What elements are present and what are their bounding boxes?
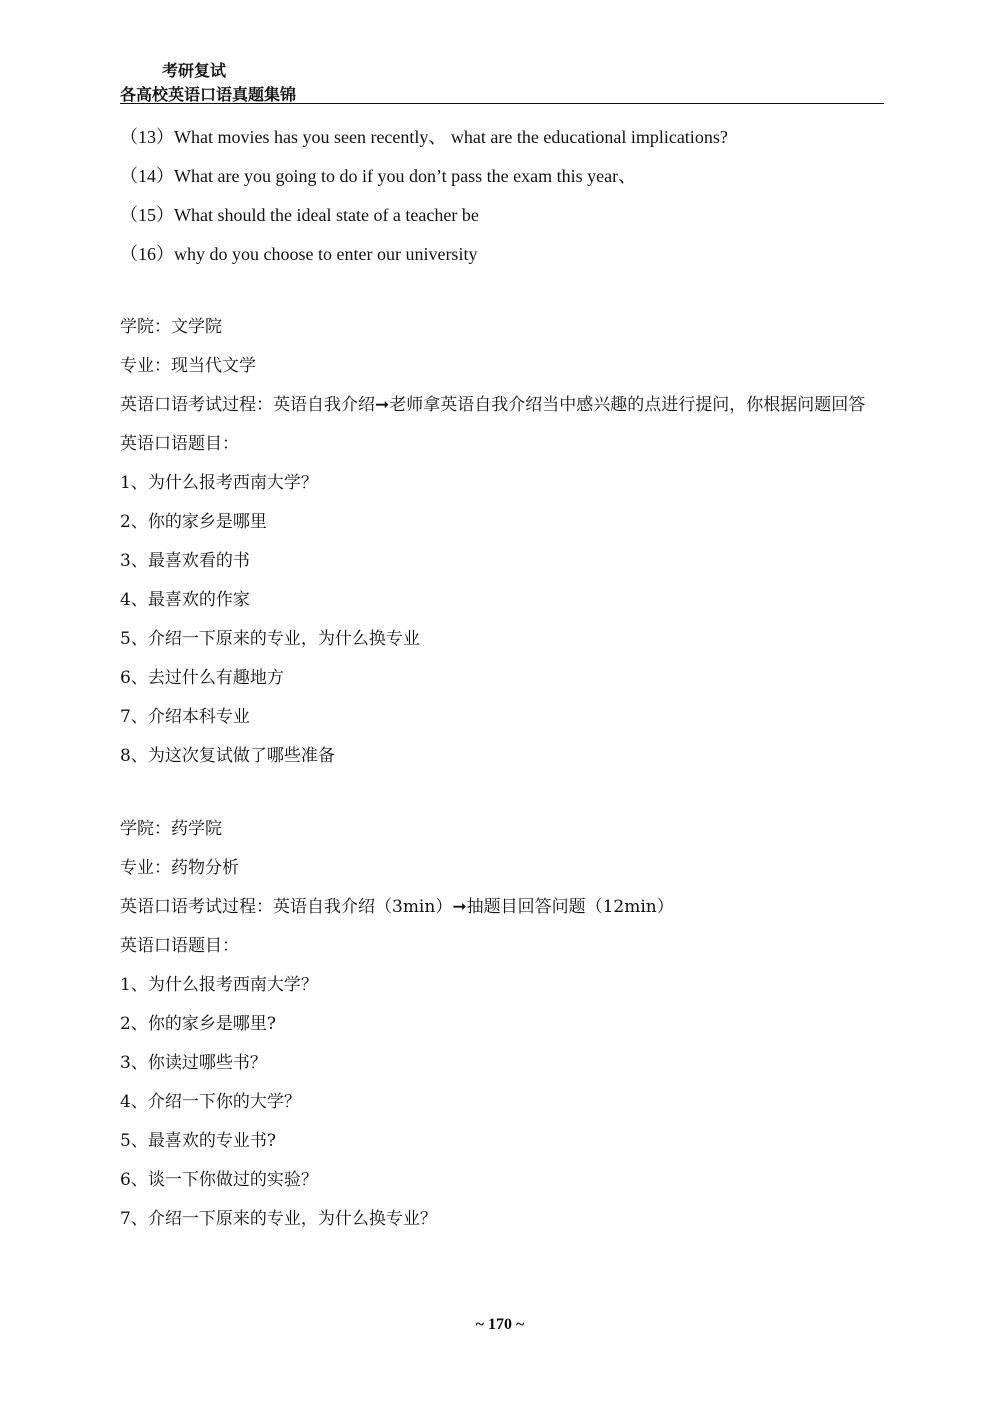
list-item: 5、介绍一下原来的专业，为什么换专业: [120, 629, 420, 649]
list-item: 7、介绍本科专业: [120, 707, 250, 727]
list-item: 1、为什么报考西南大学？: [120, 473, 318, 493]
list-item: 4、最喜欢的作家: [120, 590, 250, 610]
section1-process: 英语口语考试过程：英语自我介绍➞老师拿英语自我介绍当中感兴趣的点进行提问，你根据问题回答: [120, 395, 866, 415]
list-item: 6、去过什么有趣地方: [120, 668, 284, 688]
section1-questions-title: 英语口语题目：: [120, 434, 239, 454]
list-item: 1、为什么报考西南大学？: [120, 975, 318, 995]
section2-major: 专业：药物分析: [120, 858, 239, 878]
header-subtitle: 各高校英语口语真题集锦: [120, 85, 297, 104]
header-divider: [120, 103, 884, 104]
list-item: 3、你读过哪些书？: [120, 1053, 267, 1073]
english-question-15: （15）What should the ideal state of a teacher be: [120, 205, 479, 225]
section2-process: 英语口语考试过程：英语自我介绍（3min）➞抽题目回答问题（12min）: [120, 897, 674, 917]
list-item: 4、介绍一下你的大学？: [120, 1092, 301, 1112]
list-item: 3、最喜欢看的书: [120, 551, 250, 571]
section2-college: 学院：药学院: [120, 819, 222, 839]
page-number: ~ 170 ~: [475, 1316, 525, 1333]
english-question-13: （13）What movies has you seen recently、 what are the educational implications?: [120, 127, 728, 147]
page-body: [120, 118, 890, 1239]
list-item: 8、为这次复试做了哪些准备: [120, 746, 335, 766]
english-question-14: （14）What are you going to do if you don’t pass the exam this year、: [120, 166, 637, 186]
section1-major: 专业：现当代文学: [120, 356, 256, 376]
section1-college: 学院：文学院: [120, 317, 222, 337]
list-item: 7、介绍一下原来的专业，为什么换专业？: [120, 1209, 437, 1229]
list-item: 2、你的家乡是哪里: [120, 512, 267, 532]
list-item: 5、最喜欢的专业书?: [120, 1131, 276, 1151]
section2-questions-title: 英语口语题目：: [120, 936, 239, 956]
list-item: 6、谈一下你做过的实验？: [120, 1170, 318, 1190]
english-question-16: （16）why do you choose to enter our university: [120, 244, 478, 264]
header-title: 考研复试: [162, 61, 227, 80]
list-item: 2、你的家乡是哪里?: [120, 1014, 276, 1034]
